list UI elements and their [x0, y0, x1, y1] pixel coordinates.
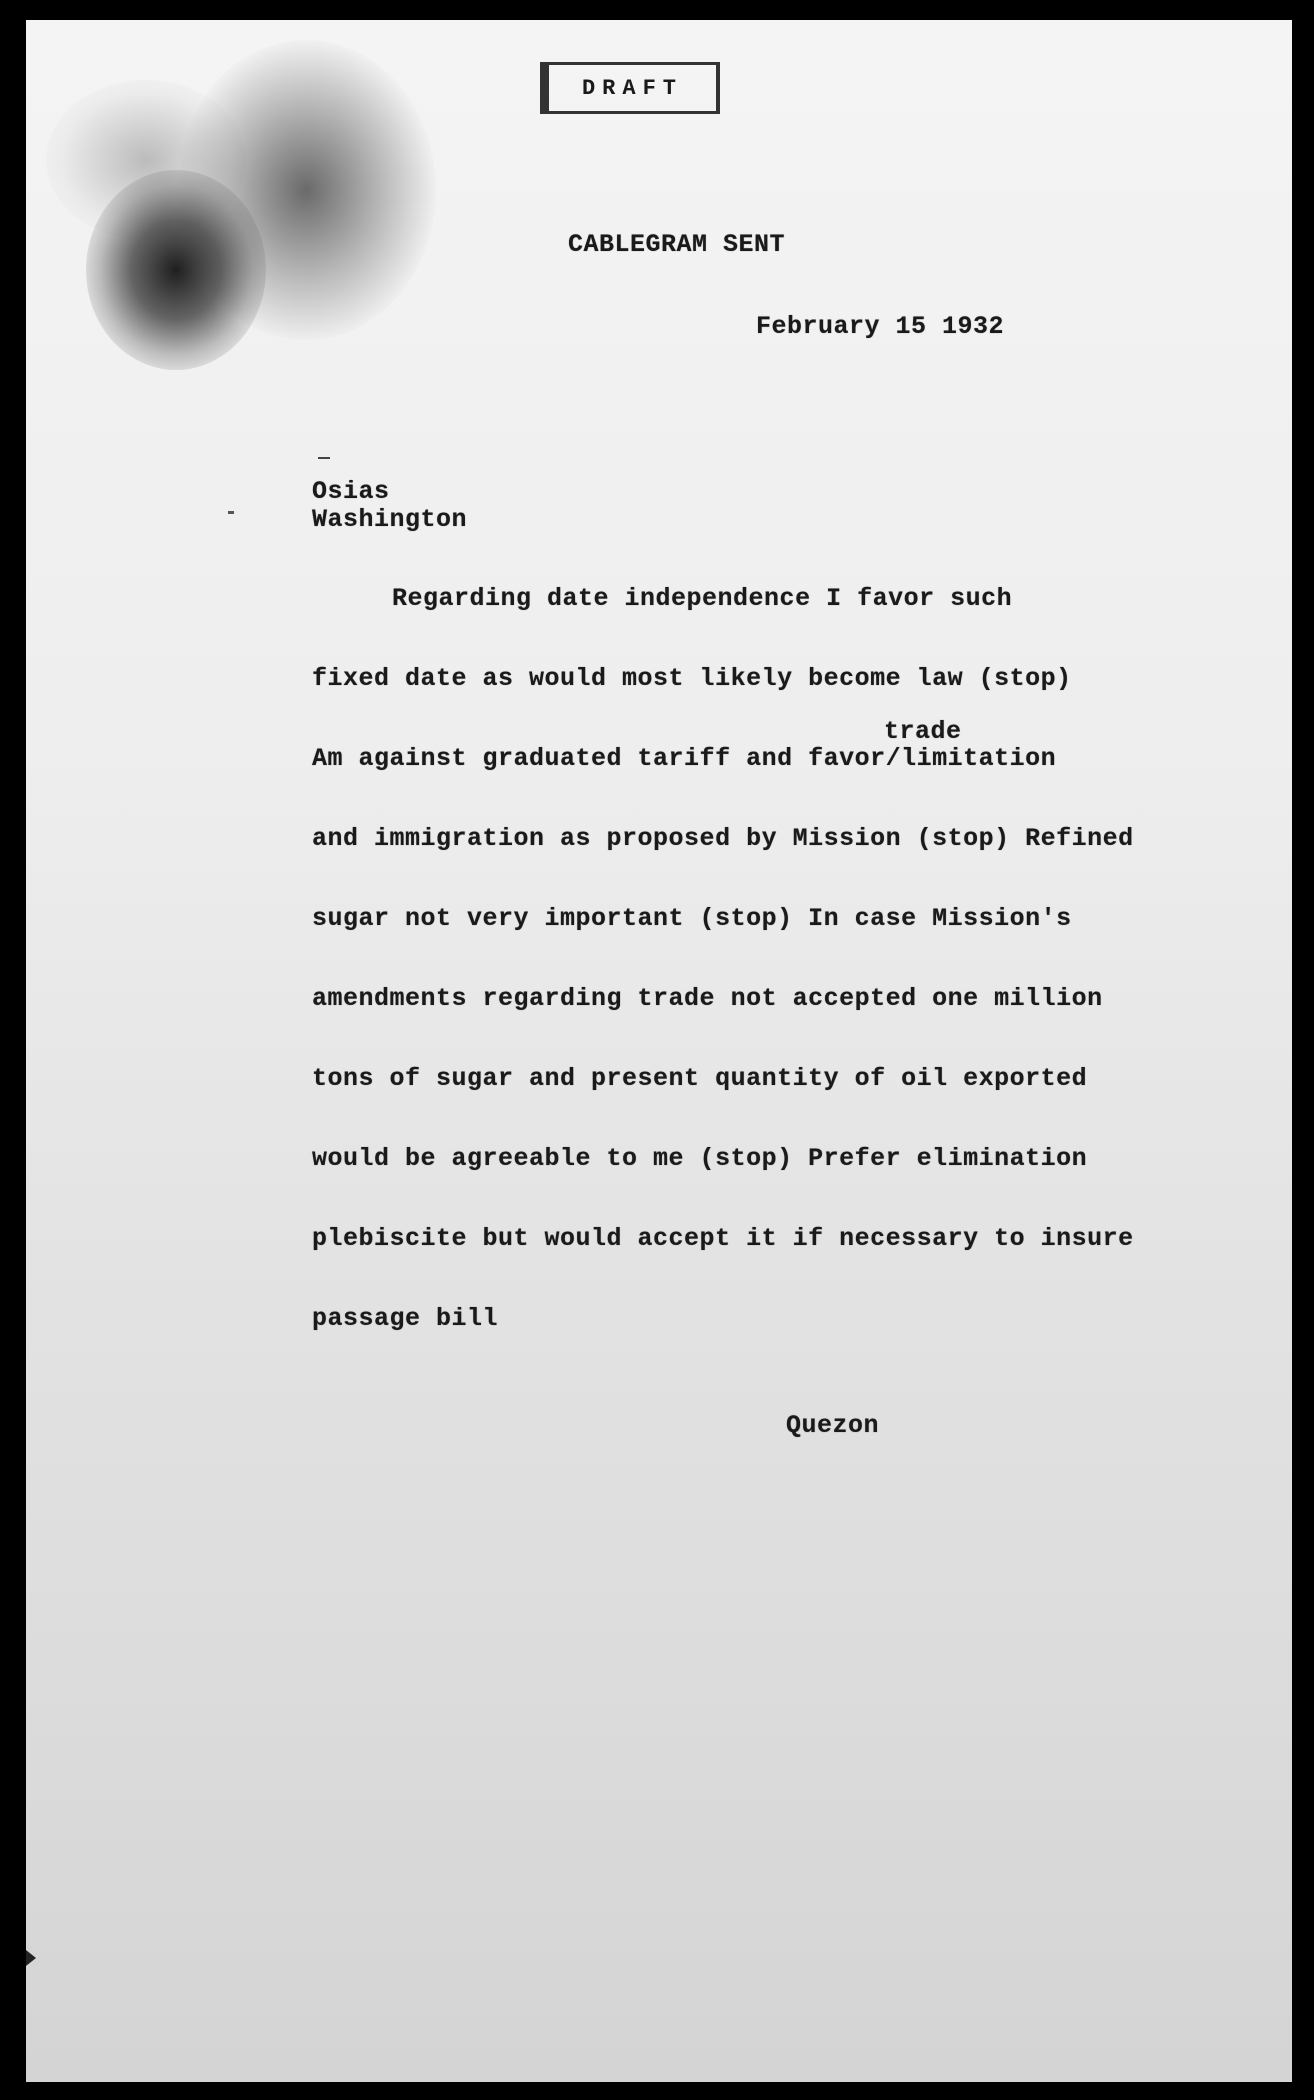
signature: Quezon: [786, 1411, 880, 1440]
ink-mark: [318, 457, 330, 459]
corner-mark: [26, 1950, 36, 1966]
body-line: sugar not very important (stop) In case Mission's: [312, 904, 1072, 933]
ink-mark: [228, 511, 234, 514]
body-line: would be agreeable to me (stop) Prefer elimination: [312, 1144, 1088, 1173]
recipient-name: Osias: [312, 477, 390, 506]
body-line: amendments regarding trade not accepted one million: [312, 984, 1103, 1013]
body-line: fixed date as would most likely become law (stop): [312, 664, 1072, 693]
body-line: plebiscite but would accept it if necessary to insure: [312, 1224, 1134, 1253]
stain-mark: [176, 40, 436, 340]
stain-mark: [46, 80, 246, 240]
draft-stamp: DRAFT: [540, 62, 720, 114]
document-page: [26, 20, 1292, 2082]
body-line: passage bill: [312, 1304, 499, 1333]
body-line: tons of sugar and present quantity of oil exported: [312, 1064, 1088, 1093]
body-line: and immigration as proposed by Mission (stop) Refined: [312, 824, 1134, 853]
interlinear-insert: trade: [884, 717, 962, 746]
body-line: Regarding date independence I favor such: [392, 584, 1013, 613]
recipient-city: Washington: [312, 505, 468, 534]
document-title: CABLEGRAM SENT: [568, 230, 786, 259]
body-line: Am against graduated tariff and favor/limitation: [312, 744, 1057, 773]
document-date: February 15 1932: [756, 312, 1005, 341]
stain-mark: [86, 170, 266, 370]
